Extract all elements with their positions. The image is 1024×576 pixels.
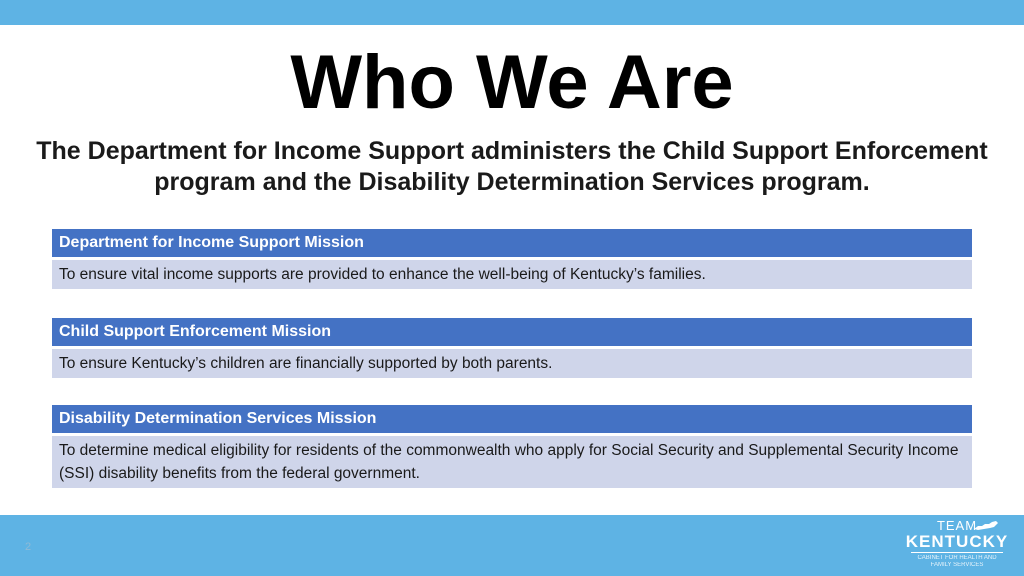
mission-box-disability-determination xyxy=(52,405,972,488)
logo-cabinet-text: CABINET FOR HEALTH AND xyxy=(917,555,997,561)
mission-box-child-support xyxy=(52,318,972,378)
logo-team-text: TEAM xyxy=(936,518,978,533)
page-number: 2 xyxy=(25,541,32,553)
team-kentucky-logo xyxy=(902,519,1012,573)
top-accent-bar xyxy=(0,0,1024,25)
bottom-accent-bar xyxy=(0,515,1024,576)
logo-kentucky-text: KENTUCKY xyxy=(905,532,1009,551)
mission-body: To determine medical eligibility for residents of the commonwealth who apply for Social Security and Supplemental Security Income (SSI) disability benefits from the federal government. xyxy=(52,436,972,488)
mission-body: To ensure vital income supports are provided to enhance the well-being of Kentucky’s families. xyxy=(52,260,972,289)
mission-body: To ensure Kentucky’s children are financially supported by both parents. xyxy=(52,349,972,378)
kentucky-state-icon xyxy=(974,521,998,531)
logo-divider xyxy=(911,552,1003,553)
mission-header: Child Support Enforcement Mission xyxy=(52,318,972,346)
slide-subtitle: The Department for Income Support administers the Child Support Enforcement program and the Disability Determination Services program. xyxy=(36,137,988,196)
slide-title: Who We Are xyxy=(290,40,734,125)
mission-header: Disability Determination Services Mission xyxy=(52,405,972,433)
mission-box-income-support xyxy=(52,229,972,289)
mission-header: Department for Income Support Mission xyxy=(52,229,972,257)
logo-services-text: FAMILY SERVICES xyxy=(930,562,984,568)
